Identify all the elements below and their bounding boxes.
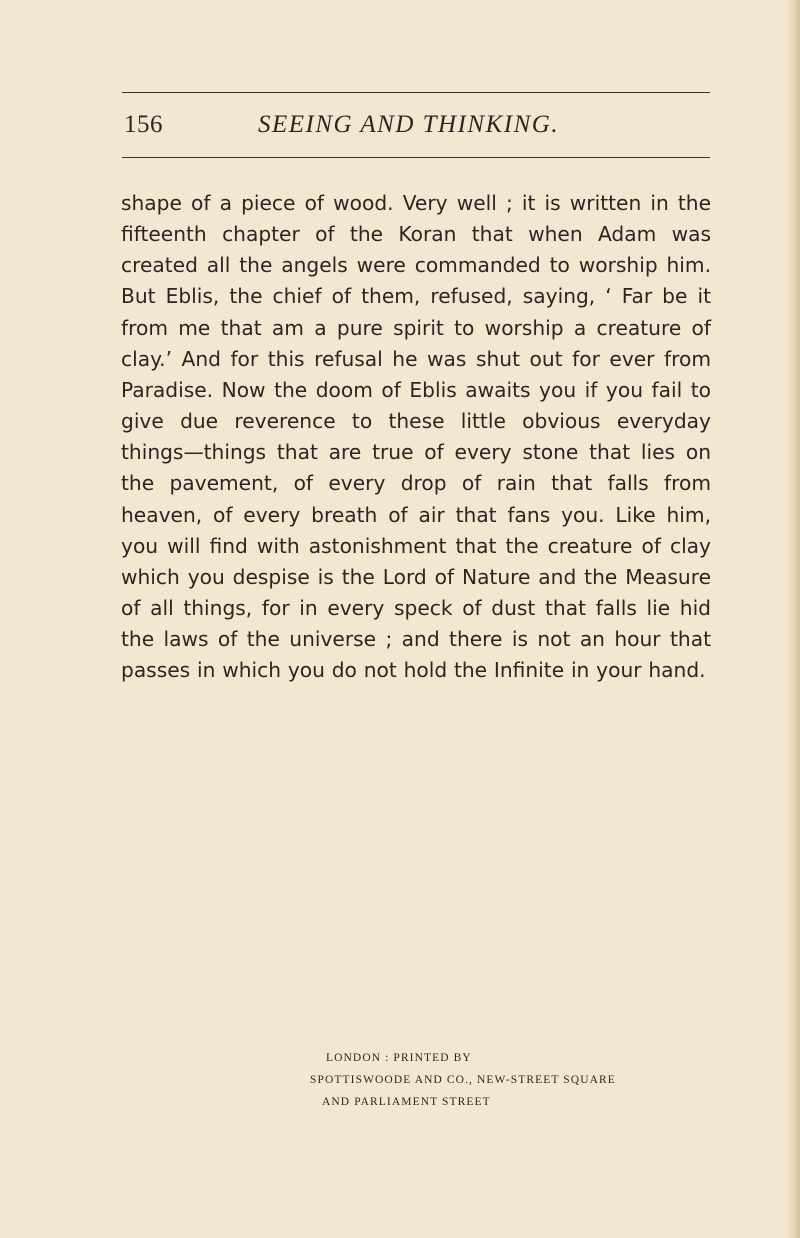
- page-number: 156: [124, 111, 163, 138]
- page-header: [124, 108, 710, 142]
- colophon-line-2: SPOTTISWOODE AND CO., NEW-STREET SQUARE: [310, 1074, 616, 1086]
- header-bottom-rule: [122, 157, 710, 158]
- body-paragraph: shape of a piece of wood. Very well ; it is written in the fifteenth chapter of the Koran that when Adam was created all the angels were commanded to worship him. But Eblis, the chief of them, refused, saying, ‘ Far be it from me that am a pure spirit to worship a creature of clay.’ And for this refusal he was shut out for ever from Paradise. Now the doom of Eblis awaits you if you fail to give due reverence to these little obvious everyday things—things that are true of every stone that lies on the pavement, of every drop of rain that falls from heaven, of every breath of air that fans you. Like him, you will find with astonishment that the creature of clay which you despise is the Lord of Nature and the Measure of all things, for in every speck of dust that falls lie hid the laws of the universe ; and there is not an hour that passes in which you do not hold the Infinite in your hand.: [121, 191, 711, 683]
- page-edge-shadow: [786, 0, 800, 1238]
- running-title: SEEING AND THINKING.: [258, 111, 560, 138]
- colophon-line-3: AND PARLIAMENT STREET: [322, 1096, 491, 1108]
- colophon-line-1: LONDON : PRINTED BY: [326, 1052, 472, 1064]
- header-top-rule: [122, 92, 710, 93]
